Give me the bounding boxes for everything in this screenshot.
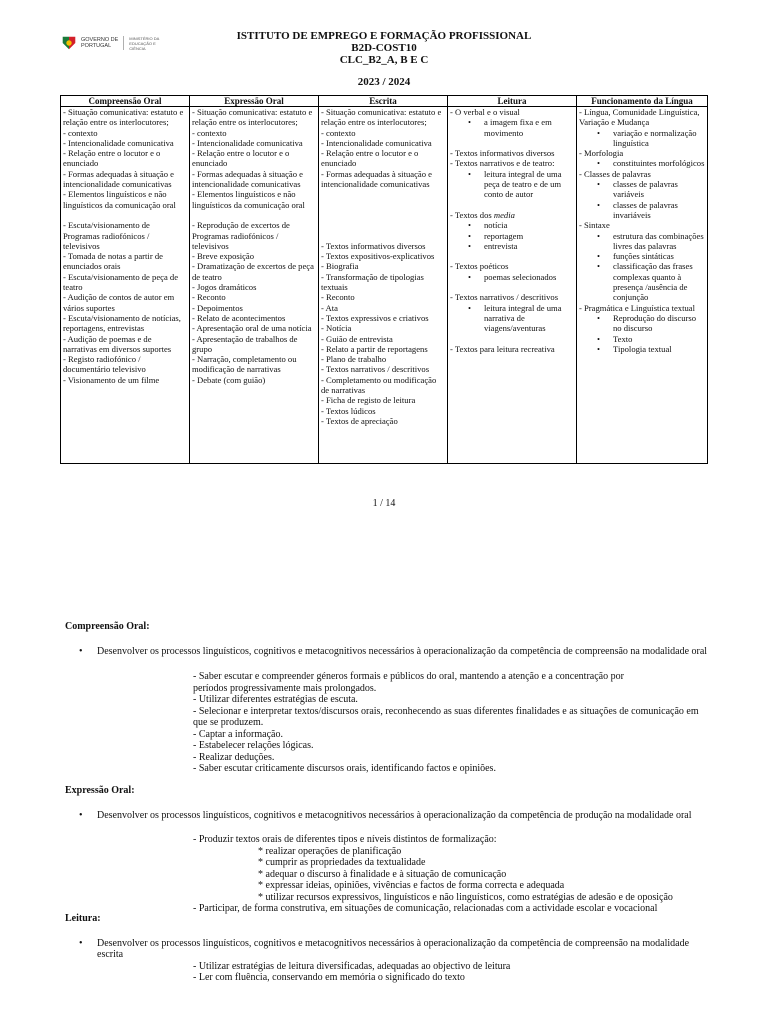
lingua-item: - Pragmática e Linguística textual xyxy=(579,302,695,313)
lingua-subitem: • variação e normalização linguística xyxy=(579,128,705,149)
leitura-item xyxy=(450,210,574,220)
list-item: - Formas adequadas à situação e intencionalidade comunicativas xyxy=(192,168,303,190)
lingua-subitem: • constituintes morfológicos xyxy=(579,158,705,168)
list-item: - Jogos dramáticos xyxy=(192,282,257,293)
list-item: - Breve exposição xyxy=(192,251,255,262)
list-item: - Ler com fluência, conservando em memória o significado do texto xyxy=(193,972,465,983)
list-item xyxy=(321,220,445,230)
section-title: Leitura: xyxy=(65,913,101,924)
list-item: - Depoimentos xyxy=(192,302,243,313)
leitura-subitem: • leitura integral de uma narrativa de viagens/aventuras xyxy=(450,303,574,334)
list-item: - Textos expositivos-explicativos xyxy=(321,251,435,262)
list-item: - Relação entre o locutor e o enunciado xyxy=(321,148,419,169)
header-leitura: Leitura xyxy=(448,96,577,107)
leitura-item: - Textos poéticos xyxy=(450,261,509,272)
lingua-subitem: • funções sintáticas xyxy=(579,251,705,261)
spacer xyxy=(450,334,574,344)
list-item: - Textos lúdicos xyxy=(321,405,376,416)
list-item: - Completamento ou modificação de narrativas xyxy=(321,374,437,396)
list-item: - Realizar deduções. xyxy=(193,751,275,763)
leitura-subitem: • notícia xyxy=(450,220,574,230)
list-item: - Selecionar e interpretar textos/discursos orais, reconhecendo as suas diferentes finalidades e as situações de comunicação em xyxy=(193,705,699,717)
leitura-subitem: • entrevista xyxy=(450,241,574,251)
class-codes: CLC_B2_A, B E C xyxy=(339,54,429,66)
section-objective: • Desenvolver os processos linguísticos, cognitivos e metacognitivos necessários à operacionalização da competência de compreensão na modalidade oral xyxy=(65,646,715,658)
lingua-subitem: • estrutura das combinações livres das palavras xyxy=(579,231,705,252)
list-item: * expressar ideias, opiniões, vivências e factos de forma correcta e adequada xyxy=(258,880,565,891)
section-objective: • Desenvolver os processos linguísticos, cognitivos e metacognitivos necessários à operacionalização da competência de compreensão na modalidade escrita xyxy=(65,938,715,961)
list-item: * adequar o discurso à finalidade e à situação de comunicação xyxy=(258,868,507,880)
list-item: - Debate (com guião) xyxy=(192,374,266,385)
list-item xyxy=(321,210,445,220)
government-name: GOVERNO DE PORTUGAL xyxy=(81,36,119,49)
list-item: - Elementos linguísticos e não linguísticos da comunicação oral xyxy=(192,189,305,210)
list-item: - Plano de trabalho xyxy=(321,354,387,365)
table-header-row xyxy=(61,96,708,107)
header-expressao-oral: Expressão Oral xyxy=(190,96,319,107)
list-item: - Textos informativos diversos xyxy=(321,240,426,251)
list-item: - Escuta/visionamento de peça de teatro xyxy=(63,271,179,293)
cell-compreensao-oral xyxy=(61,107,190,464)
list-item: - Reconto xyxy=(192,292,226,303)
list-item: - Relação entre o locutor e o enunciado xyxy=(63,148,161,169)
section-leitura xyxy=(65,913,715,984)
section-items xyxy=(65,961,715,984)
leitura-item: - Textos narrativos / descritivos xyxy=(450,292,559,303)
list-item: - Biografia xyxy=(321,261,359,272)
section-intro: - Produzir textos orais de diferentes tipos e níveis distintos de formalização: xyxy=(193,834,497,845)
lingua-item: - Sintaxe xyxy=(579,220,610,231)
list-item: - Narração, completamento ou modificação de narrativas xyxy=(192,354,297,375)
course-code: B2D-COST10 xyxy=(351,42,417,54)
school-year: 2023 / 2024 xyxy=(357,76,411,88)
lingua-item: - Língua, Comunidade Linguística, Variação e Mudança xyxy=(579,107,700,128)
list-item: períodos progressivamente mais prolongados. xyxy=(193,682,377,694)
list-item: - Utilizar diferentes estratégias de escuta. xyxy=(193,694,358,705)
list-item: - Intencionalidade comunicativa xyxy=(63,137,174,148)
list-item: - Transformação de tipologias textuais xyxy=(321,271,424,293)
list-item xyxy=(321,200,445,210)
leitura-item: - Textos informativos diversos xyxy=(450,148,555,159)
section-objective: • Desenvolver os processos linguísticos, cognitivos e metacognitivos necessários à operacionalização da competência de produção na modalidade oral xyxy=(65,810,715,822)
list-item: - Notícia xyxy=(321,323,352,334)
spacer xyxy=(450,138,574,148)
cell-leitura xyxy=(448,107,577,464)
list-item: * cumprir as propriedades da textualidade xyxy=(258,857,426,868)
list-item: - Reconto xyxy=(321,292,355,303)
lingua-subitem: • classes de palavras invariáveis xyxy=(579,200,705,221)
list-item: - Intencionalidade comunicativa xyxy=(321,137,432,148)
leitura-item: - Textos narrativos e de teatro: xyxy=(450,158,555,169)
list-item xyxy=(192,210,316,220)
lingua-item: - Classes de palavras xyxy=(579,168,651,179)
lingua-subitem: • Texto xyxy=(579,334,705,344)
list-item: - Textos expressivos e criativos xyxy=(321,312,429,323)
lingua-subitem: • Tipologia textual xyxy=(579,344,705,354)
list-item: - Saber escutar e compreender géneros formais e públicos do oral, mantendo a atenção e a concentração por xyxy=(193,671,624,682)
list-item: - Visionamento de um filme xyxy=(63,374,160,385)
list-item: - Formas adequadas à situação e intencionalidade comunicativas xyxy=(321,168,432,190)
cell-funcionamento-lingua xyxy=(577,107,708,464)
list-item: - contexto xyxy=(321,127,356,138)
leitura-subitem: • a imagem fixa e em movimento xyxy=(450,117,574,138)
list-item: - Elementos linguísticos e não linguísticos da comunicação oral xyxy=(63,189,176,210)
section-compreensao-oral xyxy=(65,621,715,775)
list-item: - Tomada de notas a partir de enunciados orais xyxy=(63,251,163,272)
list-item: * realizar operações de planificação xyxy=(258,845,402,857)
list-item: - Relato de acontecimentos xyxy=(192,312,286,323)
list-item: - Situação comunicativa: estatuto e relação entre os interlocutores; xyxy=(192,107,313,128)
list-item xyxy=(321,189,445,199)
list-item: - Reprodução de excertos de Programas radiofónicos / televisivos xyxy=(192,220,290,251)
list-item: - Situação comunicativa: estatuto e relação entre os interlocutores; xyxy=(321,107,442,128)
list-item: - Situação comunicativa: estatuto e relação entre os interlocutores; xyxy=(63,107,184,128)
list-item: - Guião de entrevista xyxy=(321,333,393,344)
list-item: - Formas adequadas à situação e intencionalidade comunicativas xyxy=(63,168,174,190)
header-funcionamento-lingua: Funcionamento da Língua xyxy=(577,96,708,107)
lingua-subitem: • Reprodução do discurso no discurso xyxy=(579,313,705,334)
list-item xyxy=(63,210,187,220)
list-item: - Apresentação oral de uma notícia xyxy=(192,323,312,334)
section-expressao-oral xyxy=(65,785,715,915)
list-item: - Textos narrativos / descritivos xyxy=(321,364,430,375)
spacer xyxy=(450,251,574,261)
leitura-subitem: • poemas selecionados xyxy=(450,272,574,282)
table-row xyxy=(61,107,708,464)
section-title: Compreensão Oral: xyxy=(65,621,150,632)
leitura-subitem: • leitura integral de uma peça de teatro e de um conto de autor xyxy=(450,169,574,200)
list-item: - Utilizar estratégias de leitura diversificadas, adequadas ao objectivo de leitura xyxy=(193,960,511,972)
list-item: * utilizar recursos expressivos, linguísticos e não linguísticos, como estratégias de adesão e de oposição xyxy=(258,891,673,903)
media-word: media xyxy=(493,209,515,220)
document-header xyxy=(0,30,768,88)
spacer xyxy=(450,200,574,210)
leitura-item: - O verbal e o visual xyxy=(450,107,520,117)
header-compreensao-oral: Compreensão Oral xyxy=(61,96,190,107)
list-item: - Audição de contos de autor em vários suportes xyxy=(63,292,175,313)
leitura-item: - Textos para leitura recreativa xyxy=(450,343,555,354)
list-item: - contexto xyxy=(192,127,227,138)
institute-title: ISTITUTO DE EMPREGO E FORMAÇÃO PROFISSIONAL xyxy=(236,30,532,42)
media-prefix: - Textos dos xyxy=(450,209,494,220)
page-number: 1 / 14 xyxy=(372,498,396,509)
list-item: - Escuta/visionamento de Programas radiofónicos / televisivos xyxy=(63,220,150,251)
list-item: - Registo radiofónico / documentário televisivo xyxy=(63,354,146,375)
lingua-item: - Morfologia xyxy=(579,148,624,159)
list-item: - contexto xyxy=(63,127,98,138)
cell-escrita xyxy=(319,107,448,464)
list-item: - Relato a partir de reportagens xyxy=(321,343,428,354)
contents-table xyxy=(60,95,708,464)
list-item: que se produzem. xyxy=(193,717,264,728)
list-item: - Captar a informação. xyxy=(193,728,283,740)
lingua-subitem: • classes de palavras variáveis xyxy=(579,179,705,200)
lingua-subitem: • classificação das frases complexas quanto à presença /ausência de conjunção xyxy=(579,261,705,302)
list-item xyxy=(321,231,445,241)
list-item: - Relação entre o locutor e o enunciado xyxy=(192,148,290,169)
list-item: - Escuta/visionamento de notícias, reportagens, entrevistas xyxy=(63,312,181,334)
section-items xyxy=(65,671,715,775)
section-title: Expressão Oral: xyxy=(65,785,135,796)
spacer xyxy=(450,282,574,292)
leitura-subitem: • reportagem xyxy=(450,231,574,241)
list-item: - Apresentação de trabalhos de grupo xyxy=(192,333,298,354)
list-item: - Ata xyxy=(321,302,338,313)
list-item: - Saber escutar criticamente discursos orais, identificando factos e opiniões. xyxy=(193,763,496,774)
ministry-name: MINISTÉRIO DA EDUCAÇÃO E CIÊNCIA xyxy=(129,35,160,51)
header-escrita: Escrita xyxy=(319,96,448,107)
list-item: - Textos de apreciação xyxy=(321,415,398,426)
cell-expressao-oral xyxy=(190,107,319,464)
list-item: - Audição de poemas e de narrativas em diversos suportes xyxy=(63,333,172,354)
list-item: - Intencionalidade comunicativa xyxy=(192,137,303,148)
list-item: - Estabelecer relações lógicas. xyxy=(193,740,314,751)
section-last-item: - Participar, de forma construtiva, em situações de comunicação, relacionadas com a actividade escolar e vocacional xyxy=(193,903,658,914)
list-item: - Ficha de registo de leitura xyxy=(321,395,416,406)
section-subitems xyxy=(65,846,715,904)
list-item: - Dramatização de excertos de peça de teatro xyxy=(192,261,314,282)
